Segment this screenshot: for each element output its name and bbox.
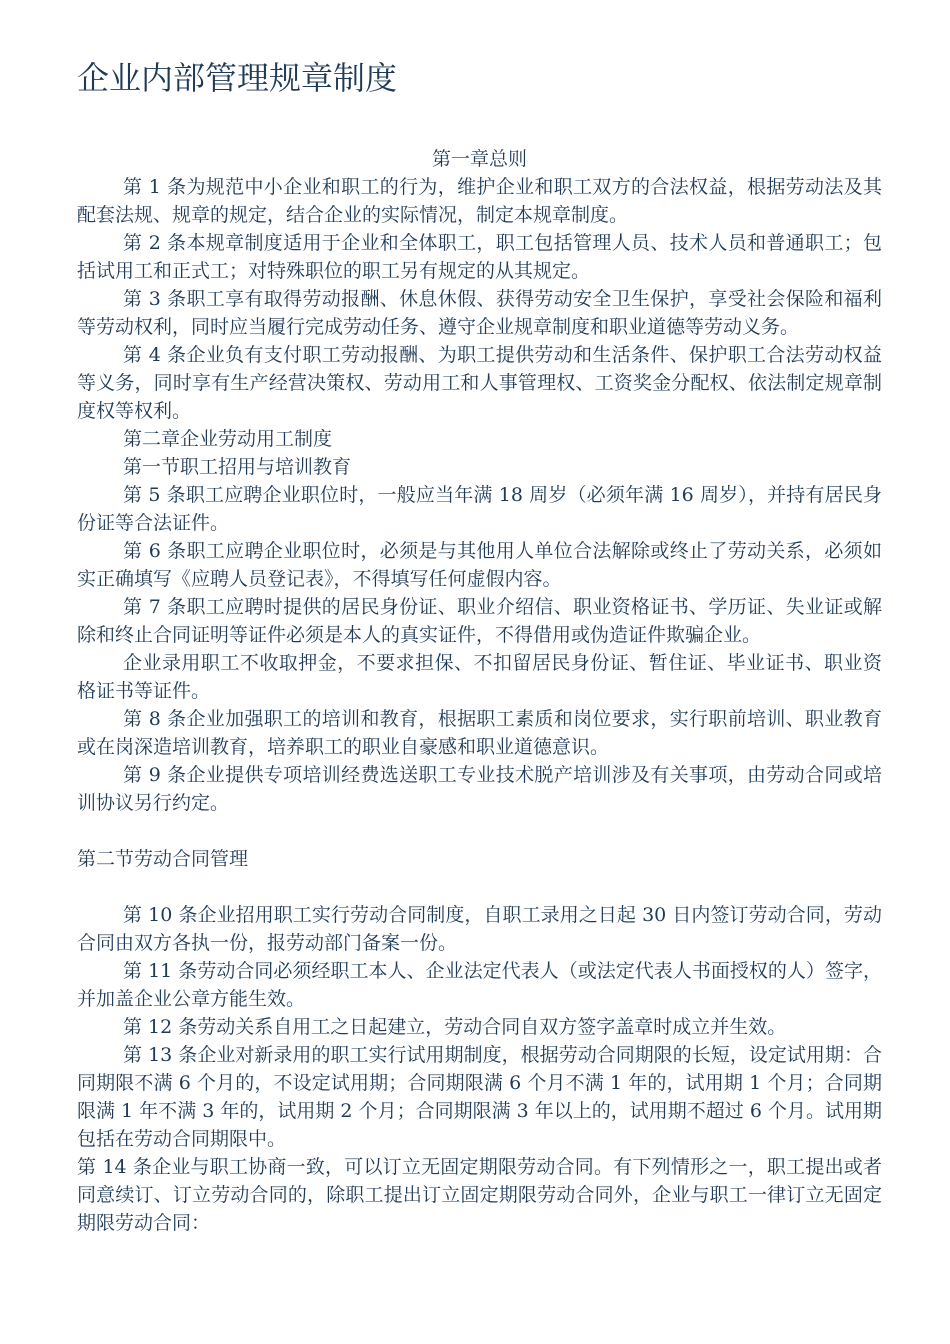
- chapter-heading: 第一章总则: [431, 148, 527, 170]
- article-paragraph: 第 4 条企业负有支付职工劳动报酬、为职工提供劳动和生活条件、保护职工合法劳动权益等义务，同时享有生产经营决策权、劳动用工和人事管理权、工资奖金分配权、依法制定规章制度权等权利。: [77, 344, 882, 422]
- article-paragraph: 第 3 条职工享有取得劳动报酬、休息休假、获得劳动安全卫生保护，享受社会保险和福利等劳动权利，同时应当履行完成劳动任务、遵守企业规章制度和职业道德等劳动义务。: [77, 288, 882, 338]
- article-paragraph: 第 7 条职工应聘时提供的居民身份证、职业介绍信、职业资格证书、学历证、失业证或解除和终止合同证明等证件必须是本人的真实证件，不得借用或伪造证件欺骗企业。: [77, 596, 882, 646]
- section-heading: 第二节劳动合同管理: [77, 848, 249, 870]
- article-paragraph: 企业录用职工不收取押金，不要求担保、不扣留居民身份证、暂住证、毕业证书、职业资格证书等证件。: [77, 652, 882, 702]
- article-paragraph: 第 14 条企业与职工协商一致，可以订立无固定期限劳动合同。有下列情形之一，职工提出或者同意续订、订立劳动合同的，除职工提出订立固定期限劳动合同外，企业与职工一律订立无固定期限劳动合同：: [77, 1156, 882, 1234]
- article-paragraph: 第 13 条企业对新录用的职工实行试用期制度，根据劳动合同期限的长短，设定试用期：合同期限不满 6 个月的，不设定试用期；合同期限满 6 个月不满 1 年的，试用期 1 个月；合同期限满 1 年不满 3 年的，试用期 2 个月；合同期限满 3 年以上的，试用期不超过 6 个月。试用期包括在劳动合同期限中。: [77, 1044, 882, 1150]
- document-title: 企业内部管理规章制度: [77, 59, 398, 97]
- document-body: [77, 145, 882, 1237]
- article-paragraph: 第 8 条企业加强职工的培训和教育，根据职工素质和岗位要求，实行职前培训、职业教育或在岗深造培训教育，培养职工的职业自豪感和职业道德意识。: [77, 708, 882, 758]
- article-paragraph: 第 2 条本规章制度适用于企业和全体职工，职工包括管理人员、技术人员和普通职工；包括试用工和正式工；对特殊职位的职工另有规定的从其规定。: [77, 232, 882, 282]
- article-paragraph: 第 9 条企业提供专项培训经费选送职工专业技术脱产培训涉及有关事项，由劳动合同或培训协议另行约定。: [77, 764, 882, 814]
- article-paragraph: 第 11 条劳动合同必须经职工本人、企业法定代表人（或法定代表人书面授权的人）签字，并加盖企业公章方能生效。: [77, 960, 882, 1010]
- chapter-heading: 第二章企业劳动用工制度: [123, 428, 333, 450]
- article-paragraph: 第 6 条职工应聘企业职位时，必须是与其他用人单位合法解除或终止了劳动关系，必须如实正确填写《应聘人员登记表》，不得填写任何虚假内容。: [77, 540, 882, 590]
- section-heading: 第一节职工招用与培训教育: [123, 456, 352, 478]
- article-paragraph: 第 5 条职工应聘企业职位时，一般应当年满 18 周岁（必须年满 16 周岁），并持有居民身份证等合法证件。: [77, 484, 882, 534]
- article-paragraph: 第 10 条企业招用职工实行劳动合同制度，自职工录用之日起 30 日内签订劳动合同，劳动合同由双方各执一份，报劳动部门备案一份。: [77, 904, 882, 954]
- article-paragraph: 第 12 条劳动关系自用工之日起建立，劳动合同自双方签字盖章时成立并生效。: [123, 1016, 787, 1038]
- article-paragraph: 第 1 条为规范中小企业和职工的行为，维护企业和职工双方的合法权益，根据劳动法及其配套法规、规章的规定，结合企业的实际情况，制定本规章制度。: [77, 176, 882, 226]
